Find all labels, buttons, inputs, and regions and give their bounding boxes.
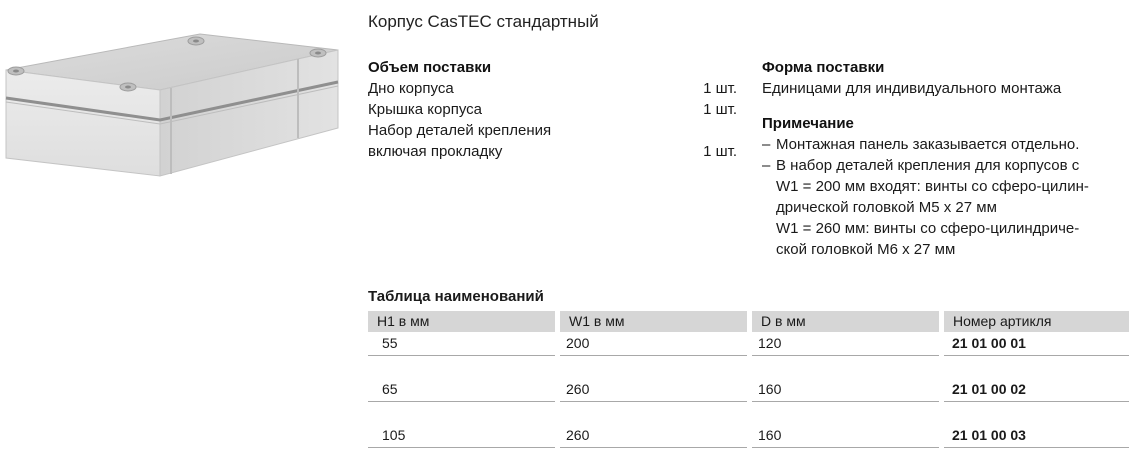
delivery-text: Единицами для индивидуального монтажа xyxy=(762,80,1062,97)
delivery-and-notes xyxy=(762,58,1132,260)
article-table xyxy=(368,311,1134,470)
scope-of-delivery xyxy=(368,58,740,162)
cell-article: 21 01 00 03 xyxy=(944,424,1129,448)
cell-d: 160 xyxy=(752,424,939,448)
note-line: дрической головкой M5 x 27 мм xyxy=(776,199,997,216)
scope-item-label: Набор деталей крепления xyxy=(368,122,552,139)
scope-item-label: включая прокладку xyxy=(368,143,503,160)
note-line: W1 = 200 мм входят: винты со сферо-цилин- xyxy=(776,178,1089,195)
table-row xyxy=(368,332,1134,378)
scope-item xyxy=(368,120,740,141)
cell-h1: 105 xyxy=(368,424,555,448)
enclosure-box-image xyxy=(0,28,345,193)
cell-w1: 260 xyxy=(560,424,747,448)
note-dash: – xyxy=(762,157,771,174)
note-line: Монтажная панель заказывается отдельно. xyxy=(776,136,1080,153)
table-row xyxy=(368,424,1134,470)
note-line: W1 = 260 мм: винты со сферо-цилиндриче- xyxy=(776,220,1080,237)
column-header-d: D в мм xyxy=(752,311,939,332)
note-line: ской головкой M6 x 27 мм xyxy=(776,241,956,258)
scope-item-qty: 1 шт. xyxy=(703,80,737,97)
scope-item-label: Дно корпуса xyxy=(368,80,454,97)
cell-h1: 55 xyxy=(368,332,555,356)
table-title: Таблица наименований xyxy=(368,288,544,305)
notes-heading: Примечание xyxy=(762,115,854,132)
scope-item xyxy=(368,141,740,162)
cell-h1: 65 xyxy=(368,378,555,402)
note-item xyxy=(762,155,1132,260)
note-dash: – xyxy=(762,136,771,153)
page-title: Корпус CasTEC стандартный xyxy=(368,12,599,31)
column-header-h1: H1 в мм xyxy=(368,311,555,332)
scope-heading: Объем поставки xyxy=(368,59,492,76)
cell-article: 21 01 00 01 xyxy=(944,332,1129,356)
delivery-heading: Форма поставки xyxy=(762,59,885,76)
note-line: В набор деталей крепления для корпусов с xyxy=(776,157,1080,174)
cell-d: 160 xyxy=(752,378,939,402)
column-header-article: Номер артикля xyxy=(944,311,1129,332)
note-item xyxy=(762,134,1132,155)
scope-item xyxy=(368,99,740,120)
scope-item xyxy=(368,78,740,99)
table-row xyxy=(368,378,1134,424)
scope-item-label: Крышка корпуса xyxy=(368,101,483,118)
cell-d: 120 xyxy=(752,332,939,356)
column-header-w1: W1 в мм xyxy=(560,311,747,332)
scope-item-qty: 1 шт. xyxy=(703,143,737,160)
scope-item-qty: 1 шт. xyxy=(703,101,737,118)
cell-w1: 200 xyxy=(560,332,747,356)
table-header xyxy=(368,311,1134,332)
cell-article: 21 01 00 02 xyxy=(944,378,1129,402)
cell-w1: 260 xyxy=(560,378,747,402)
